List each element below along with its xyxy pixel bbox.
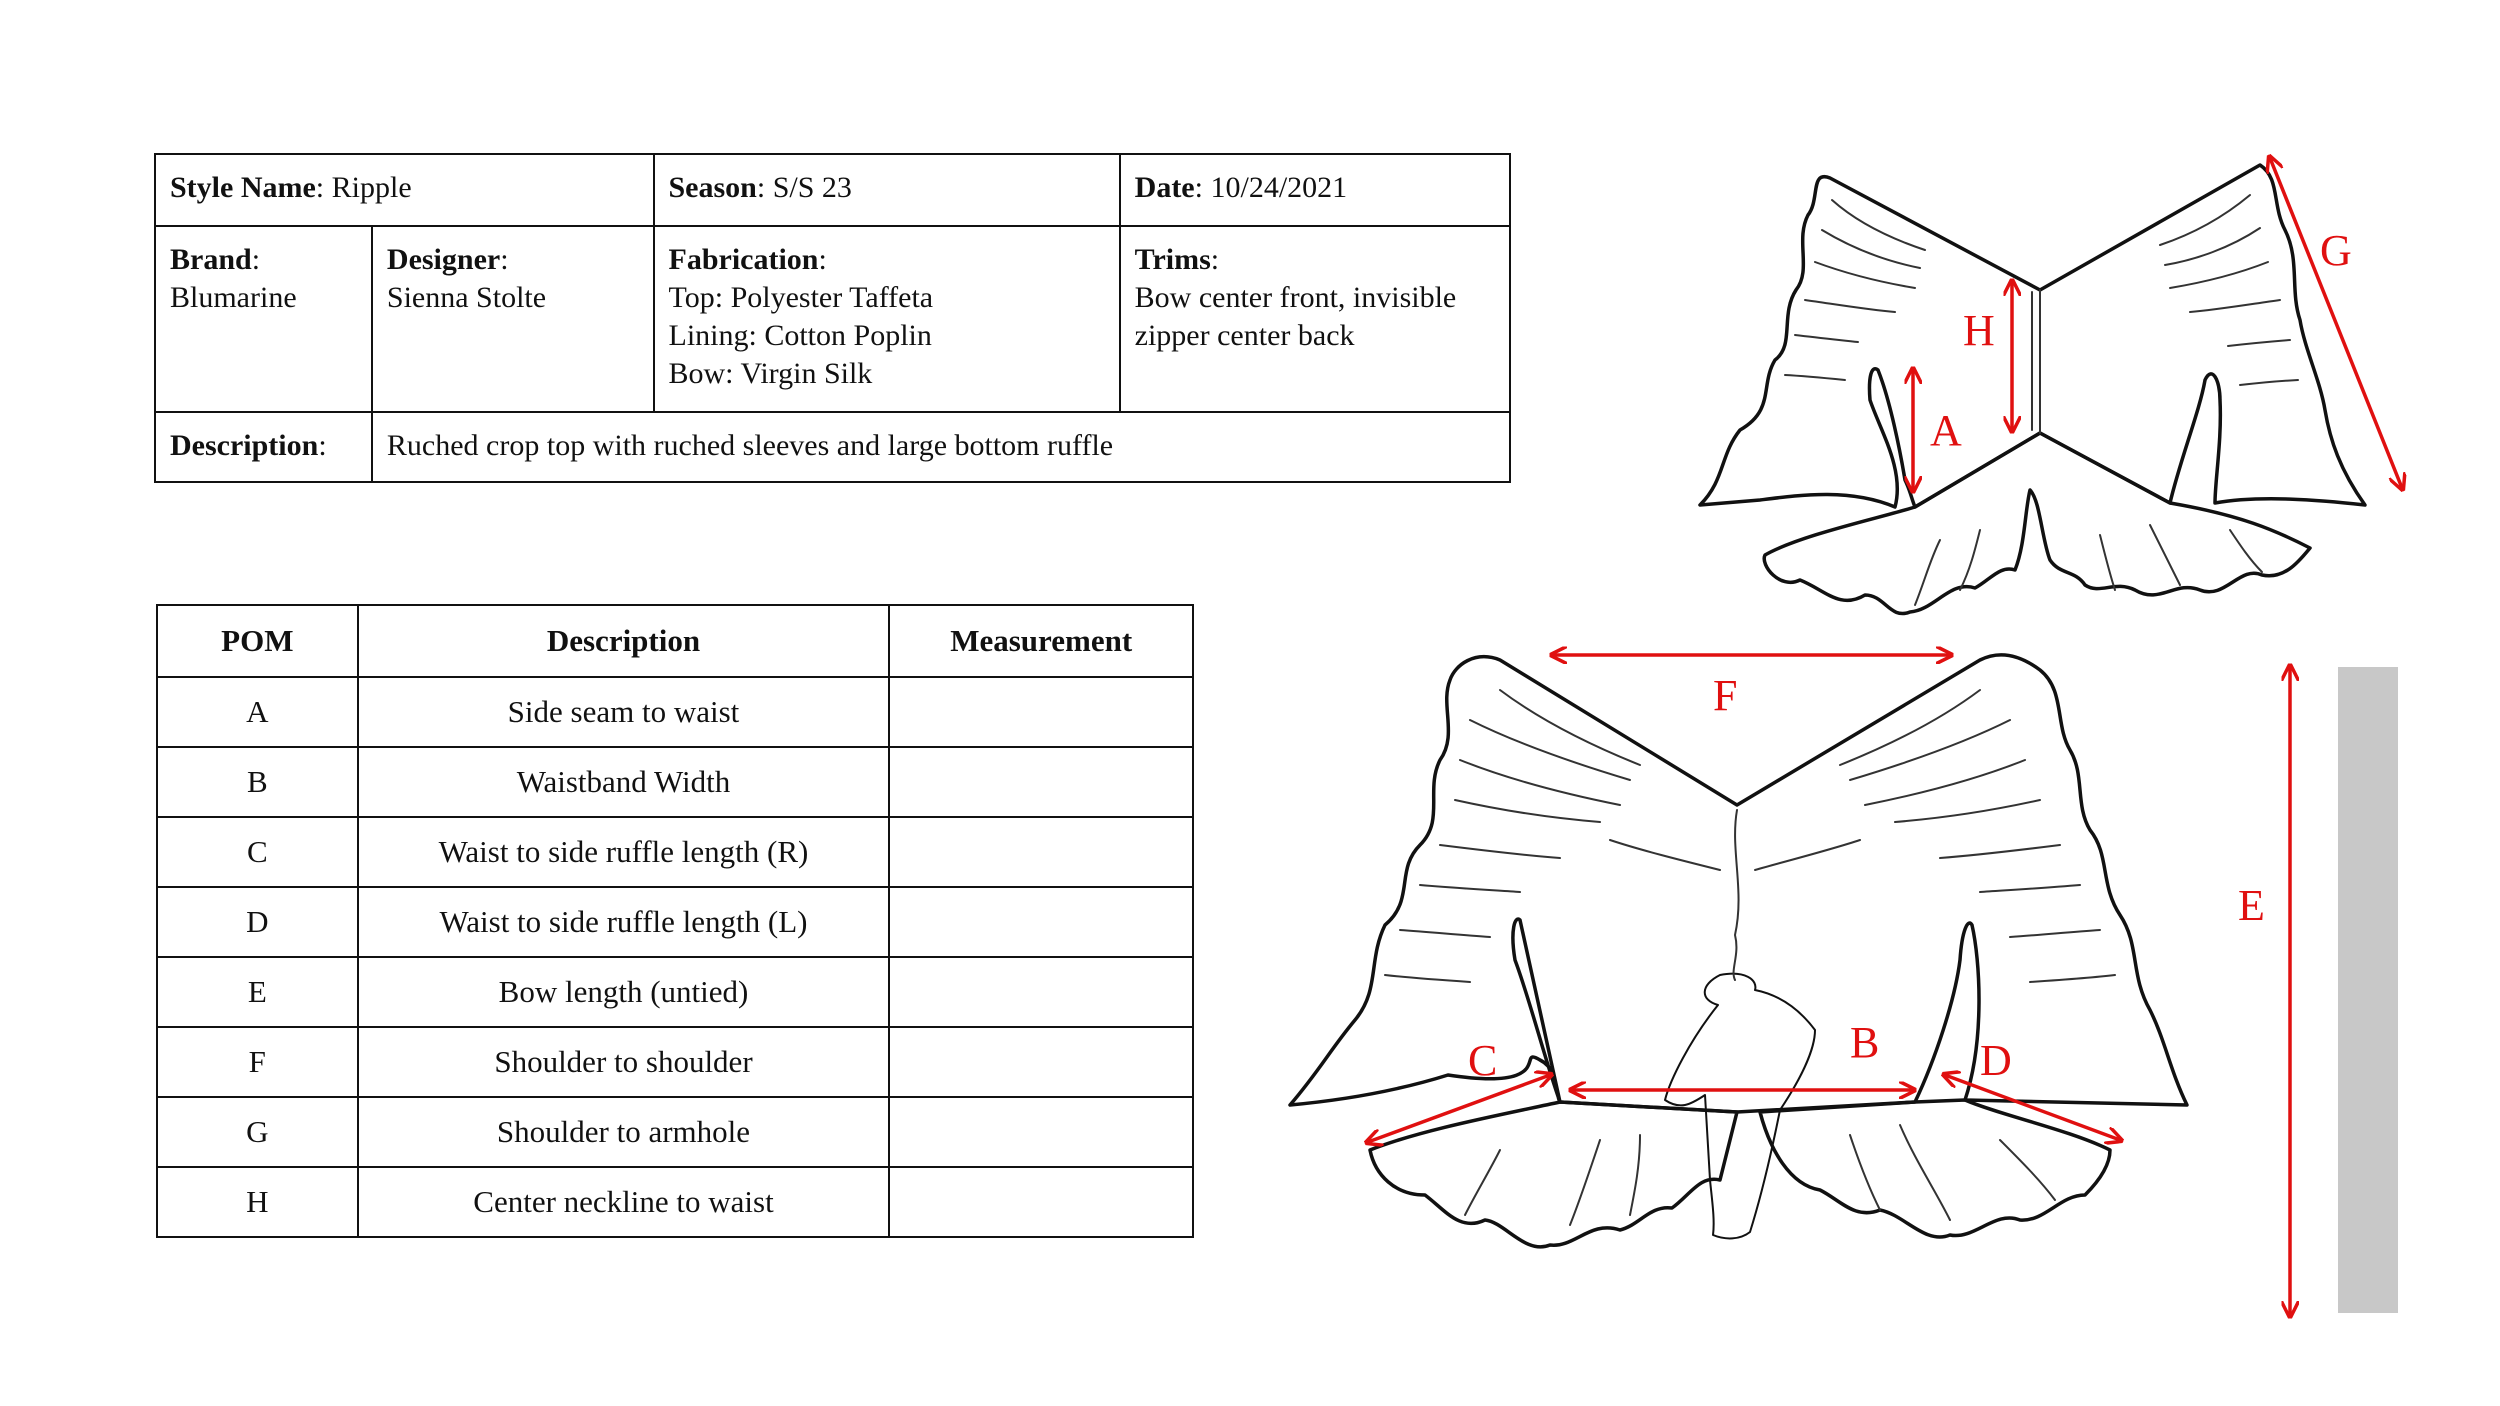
front-ruching-lines <box>1385 690 2115 1225</box>
trims-line-2: zipper center back <box>1134 319 1355 352</box>
designer-cell: Designer: Sienna Stolte <box>372 226 654 412</box>
measurement-header: Measurement <box>889 605 1193 677</box>
pom-code: G <box>157 1097 358 1167</box>
pom-code: A <box>157 677 358 747</box>
back-ruffle-outline <box>1764 433 2310 614</box>
pom-description: Shoulder to shoulder <box>358 1027 890 1097</box>
pom-description: Side seam to waist <box>358 677 890 747</box>
bow-length-swatch <box>2338 667 2398 1313</box>
pom-header: POM <box>157 605 358 677</box>
date-value: 10/24/2021 <box>1210 171 1348 204</box>
pom-description: Center neckline to waist <box>358 1167 890 1237</box>
fabrication-top: Top: Polyester Taffeta <box>668 281 934 314</box>
designer-value: Sienna Stolte <box>386 281 547 314</box>
pom-description: Waistband Width <box>358 747 890 817</box>
style-name-cell: Style Name: Ripple <box>155 154 654 226</box>
pom-description: Waist to side ruffle length (R) <box>358 817 890 887</box>
fabrication-lining: Lining: Cotton Poplin <box>668 319 932 352</box>
arrow-d <box>1945 1075 2120 1140</box>
style-name-value: Ripple <box>331 171 412 204</box>
description-label-cell: Description: <box>155 412 372 482</box>
label-e: E <box>2238 881 2265 930</box>
label-g: G <box>2320 226 2352 275</box>
measurement-arrows <box>1368 158 2402 1315</box>
pom-description: Bow length (untied) <box>358 957 890 1027</box>
pom-code: E <box>157 957 358 1027</box>
pom-code: F <box>157 1027 358 1097</box>
season-cell: Season: S/S 23 <box>654 154 1120 226</box>
label-b: B <box>1850 1018 1880 1067</box>
description-value: Ruched crop top with ruched sleeves and large bottom ruffle <box>372 412 1510 482</box>
front-ruffle-outline <box>1370 1100 2110 1247</box>
pom-code: H <box>157 1167 358 1237</box>
pom-code: C <box>157 817 358 887</box>
back-view-sketch <box>1700 165 2365 614</box>
fabrication-bow: Bow: Virgin Silk <box>668 357 873 390</box>
label-d: D <box>1980 1036 2012 1085</box>
pom-code: B <box>157 747 358 817</box>
label-h: H <box>1963 306 1995 355</box>
front-view-sketch <box>1290 655 2187 1247</box>
trims-cell: Trims: Bow center front, invisible zipper center back <box>1120 226 1510 412</box>
label-f: F <box>1713 671 1738 720</box>
fabrication-cell: Fabrication: Top: Polyester Taffeta Lining: Cotton Poplin Bow: Virgin Silk <box>654 226 1120 412</box>
bow-outline <box>1665 974 1815 1239</box>
arrow-g <box>2270 158 2402 488</box>
label-c: C <box>1468 1036 1498 1085</box>
pom-description: Shoulder to armhole <box>358 1097 890 1167</box>
trims-line-1: Bow center front, invisible <box>1134 281 1457 314</box>
date-cell: Date: 10/24/2021 <box>1120 154 1510 226</box>
season-value: S/S 23 <box>772 171 852 204</box>
label-a: A <box>1930 406 1962 455</box>
brand-cell: Brand: Blumarine <box>155 226 372 412</box>
description-header: Description <box>358 605 890 677</box>
brand-value: Blumarine <box>170 281 297 314</box>
pom-description: Waist to side ruffle length (L) <box>358 887 890 957</box>
pom-code: D <box>157 887 358 957</box>
